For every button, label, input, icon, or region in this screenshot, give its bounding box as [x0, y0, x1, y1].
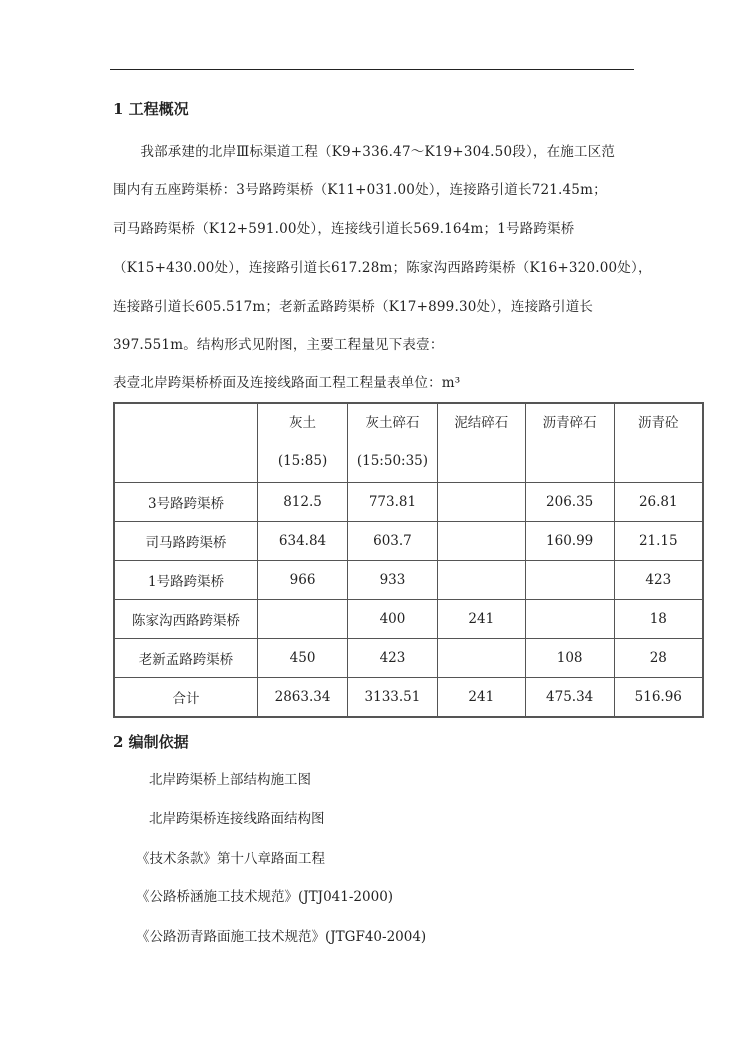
table-cell: 26.81 [614, 483, 703, 522]
table-row [114, 639, 703, 678]
header-cell [114, 403, 258, 483]
section-1-heading: 1 工程概况 [113, 100, 189, 118]
table-cell: 516.96 [614, 678, 703, 718]
table-cell [525, 561, 614, 600]
table-cell [437, 522, 525, 561]
table-cell: 18 [614, 600, 703, 639]
table-cell: 28 [614, 639, 703, 678]
table-row [114, 600, 703, 639]
header-label: 沥青砼 [638, 415, 679, 431]
reference-item: 《技术条款》第十八章路面工程 [136, 851, 325, 867]
header-cell [614, 403, 703, 483]
table-cell: 634.84 [258, 522, 348, 561]
table-cell [437, 639, 525, 678]
table-cell: 3133.51 [347, 678, 437, 718]
table-header-row [114, 403, 703, 483]
header-cell [437, 403, 525, 483]
paragraph-line: 我部承建的北岸Ⅲ标渠道工程（K9+336.47～K19+304.50段），在施工区范 [113, 144, 616, 160]
table-cell [437, 483, 525, 522]
table-cell: 241 [437, 678, 525, 718]
table-caption: 表壹北岸跨渠桥桥面及连接线路面工程工程量表单位：m³ [113, 375, 461, 391]
table-cell: 603.7 [347, 522, 437, 561]
reference-item: 北岸跨渠桥上部结构施工图 [149, 772, 311, 788]
table-cell: 3号路跨渠桥 [114, 483, 258, 522]
header-cell [258, 403, 348, 483]
table-cell: 423 [614, 561, 703, 600]
quantity-table [113, 402, 704, 718]
table-cell: 241 [437, 600, 525, 639]
header-label: 沥青碎石 [542, 415, 597, 431]
table-cell [258, 600, 348, 639]
header-ratio: (15:85) [277, 453, 328, 469]
reference-item: 《公路桥涵施工技术规范》(JTJ041-2000) [136, 889, 394, 905]
header-label: 泥结碎石 [454, 415, 509, 431]
table-cell [525, 600, 614, 639]
header-label: 灰土 [289, 415, 317, 431]
table-cell: 423 [347, 639, 437, 678]
header-ratio: (15:50:35) [356, 453, 429, 469]
table-cell: 老新孟路跨渠桥 [114, 639, 258, 678]
table-cell: 合计 [114, 678, 258, 718]
reference-item: 北岸跨渠桥连接线路面结构图 [149, 811, 325, 827]
paragraph-line: 397.551m。结构形式见附图，主要工程量见下表壹： [113, 337, 444, 353]
section-2-heading: 2 编制依据 [113, 733, 189, 751]
table-cell: 812.5 [258, 483, 348, 522]
table-cell: 1号路跨渠桥 [114, 561, 258, 600]
table-row [114, 678, 703, 718]
paragraph-line: 司马路跨渠桥（K12+591.00处），连接线引道长569.164m；1号路跨渠桥 [113, 221, 575, 237]
table-cell: 206.35 [525, 483, 614, 522]
table-cell: 21.15 [614, 522, 703, 561]
table-cell [437, 561, 525, 600]
header-label: 灰土碎石 [365, 415, 420, 431]
table-cell: 450 [258, 639, 348, 678]
table-cell: 2863.34 [258, 678, 348, 718]
table-row [114, 522, 703, 561]
paragraph-line: 连接路引道长605.517m；老新孟路跨渠桥（K17+899.30处），连接路引道长 [113, 299, 594, 315]
table-cell: 475.34 [525, 678, 614, 718]
table-cell: 陈家沟西路跨渠桥 [114, 600, 258, 639]
table-cell: 司马路跨渠桥 [114, 522, 258, 561]
table-cell: 933 [347, 561, 437, 600]
table-cell: 773.81 [347, 483, 437, 522]
header-cell [347, 403, 437, 483]
header-cell [525, 403, 614, 483]
header-rule [110, 69, 634, 70]
table-cell: 160.99 [525, 522, 614, 561]
reference-item: 《公路沥青路面施工技术规范》(JTGF40-2004) [136, 929, 427, 945]
table-row [114, 561, 703, 600]
table-cell: 108 [525, 639, 614, 678]
table-cell: 400 [347, 600, 437, 639]
table-row [114, 483, 703, 522]
table-cell: 966 [258, 561, 348, 600]
paragraph-line: 围内有五座跨渠桥：3号路跨渠桥（K11+031.00处），连接路引道长721.45m； [113, 182, 607, 198]
paragraph-line: （K15+430.00处），连接路引道长617.28m；陈家沟西路跨渠桥（K16+320.00处）， [113, 260, 652, 276]
